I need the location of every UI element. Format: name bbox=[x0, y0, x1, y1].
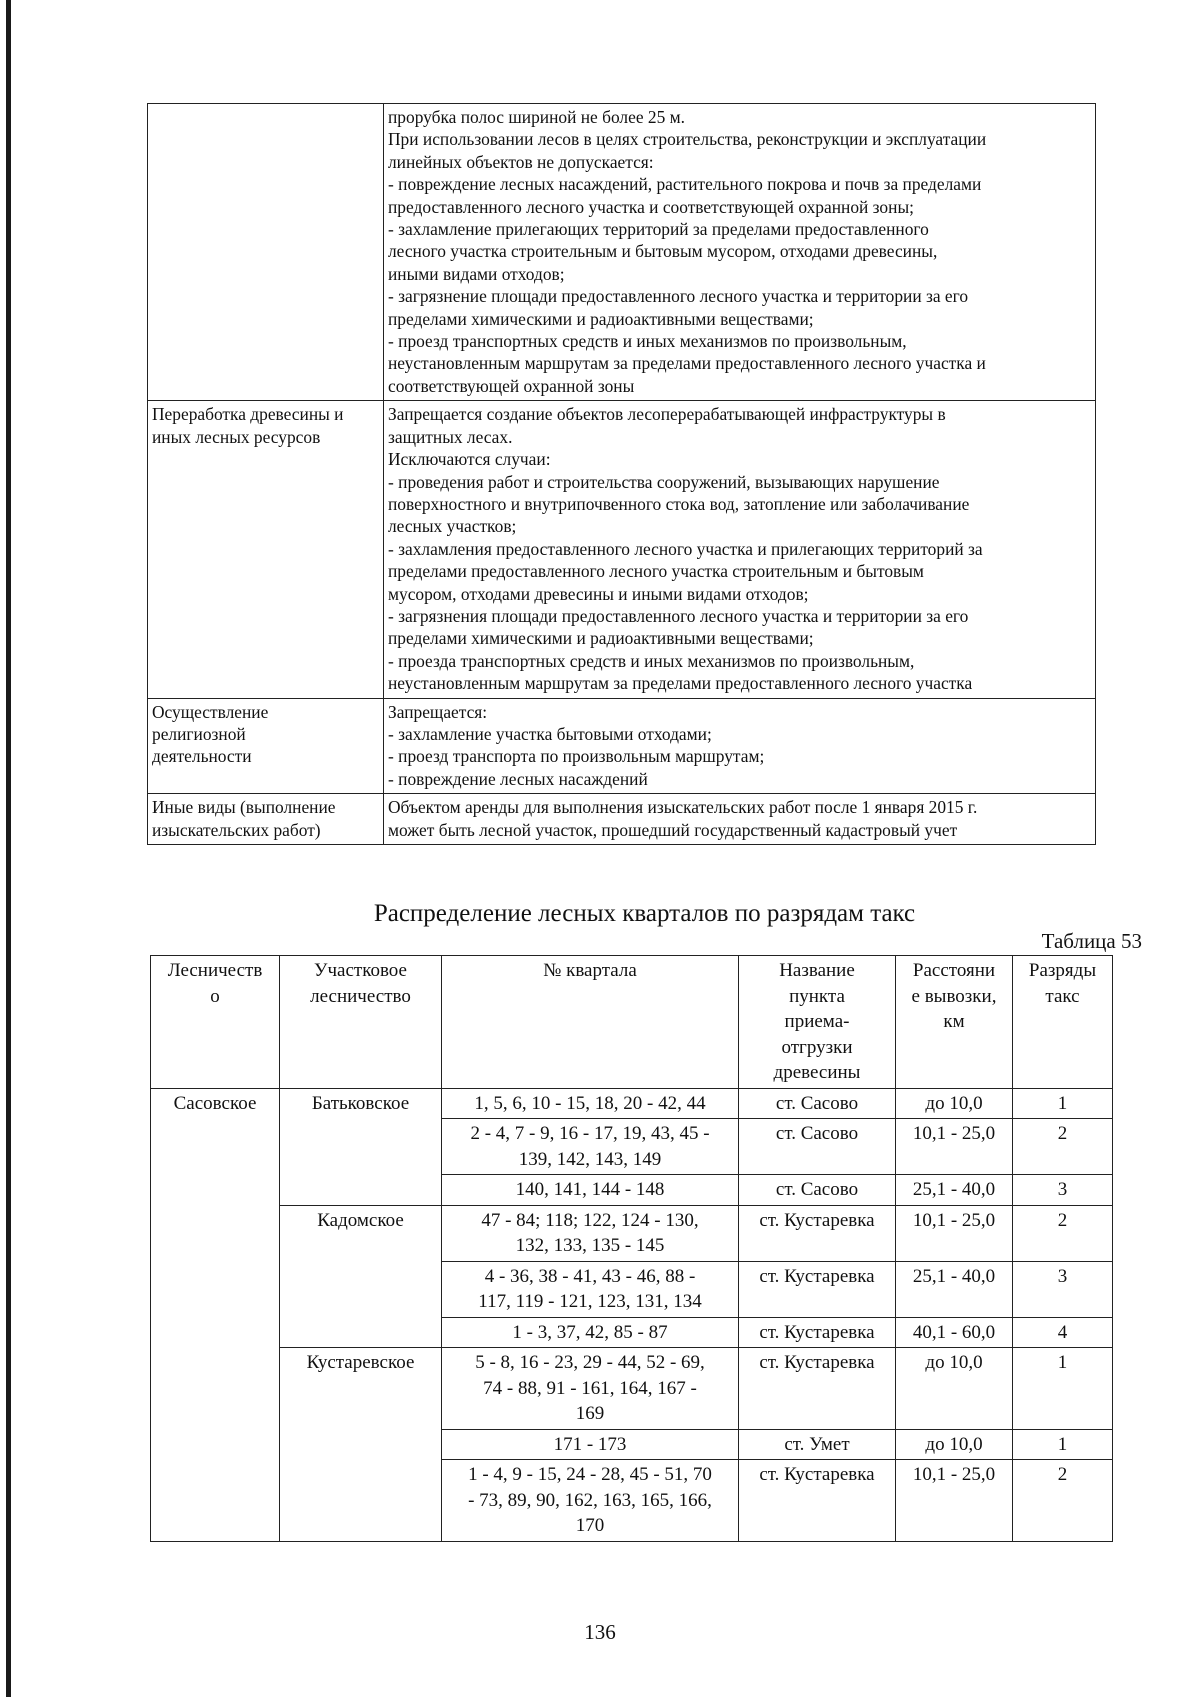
text-line: изыскательских работ) bbox=[152, 819, 321, 840]
table-row bbox=[151, 1088, 1113, 1119]
quarters-cell bbox=[442, 1429, 739, 1460]
restrictions-table bbox=[147, 103, 1096, 845]
column-header bbox=[739, 956, 896, 1089]
distance-cell: 10,1 - 25,0 bbox=[896, 1119, 1013, 1175]
tax-category-cell: 3 bbox=[1013, 1261, 1113, 1317]
activity-cell bbox=[148, 104, 384, 401]
text-line: Исключаются случаи: bbox=[388, 449, 551, 470]
text-line: - загрязнение площади предоставленного лесного участка и территории за его bbox=[388, 286, 969, 307]
text-line: 74 - 88, 91 - 161, 164, 167 - bbox=[483, 1377, 697, 1399]
text-line: мусором, отходами древесины и иными видами отходов; bbox=[388, 583, 809, 604]
text-line: линейных объектов не допускается: bbox=[388, 151, 654, 172]
shipping-point-cell: ст. Сасово bbox=[739, 1088, 896, 1119]
text-line: пункта bbox=[789, 985, 845, 1007]
district-cell: Кустаревское bbox=[280, 1348, 442, 1542]
shipping-point-cell: ст. Кустаревка bbox=[739, 1348, 896, 1430]
text-line: религиозной bbox=[152, 723, 246, 744]
rules-cell bbox=[384, 104, 1096, 401]
tax-category-cell: 2 bbox=[1013, 1119, 1113, 1175]
tax-category-cell: 2 bbox=[1013, 1205, 1113, 1261]
activity-cell bbox=[148, 698, 384, 794]
text-line: 47 - 84; 118; 122, 124 - 130, bbox=[481, 1209, 699, 1231]
text-line: приема- bbox=[784, 1011, 850, 1032]
text-line: пределами химическими и радиоактивными веществами; bbox=[388, 308, 814, 329]
tax-category-cell: 1 bbox=[1013, 1088, 1113, 1119]
quarters-cell bbox=[442, 1261, 739, 1317]
text-line: - проезда транспортных средств и иных механизмов по произвольным, bbox=[388, 650, 915, 671]
text-line: пределами химическими и радиоактивными веществами; bbox=[388, 628, 814, 649]
table-row bbox=[148, 104, 1096, 401]
district-cell: Кадомское bbox=[280, 1205, 442, 1348]
shipping-point-cell: ст. Умет bbox=[739, 1429, 896, 1460]
tax-category-cell: 3 bbox=[1013, 1175, 1113, 1206]
text-line: - захламление участка бытовыми отходами; bbox=[388, 723, 712, 744]
column-header bbox=[442, 956, 739, 1089]
text-line: 2 - 4, 7 - 9, 16 - 17, 19, 43, 45 - bbox=[470, 1123, 710, 1144]
scan-edge bbox=[6, 0, 11, 1697]
quarters-cell bbox=[442, 1317, 739, 1348]
text-line: 139, 142, 143, 149 bbox=[518, 1148, 662, 1170]
table-row bbox=[148, 401, 1096, 698]
table-row bbox=[148, 698, 1096, 794]
text-line: - проезд транспортных средств и иных механизмов по произвольным, bbox=[388, 331, 907, 352]
table-title: Распределение лесных кварталов по разрядам такс bbox=[373, 900, 916, 927]
forestry-cell: Сасовское bbox=[151, 1088, 280, 1541]
quarters-cell bbox=[442, 1460, 739, 1542]
tax-category-cell: 1 bbox=[1013, 1429, 1113, 1460]
text-line: поверхностного и внутрипочвенного стока вод, затопление или заболачивание bbox=[388, 493, 970, 514]
activity-cell bbox=[148, 794, 384, 845]
distance-cell: 25,1 - 40,0 bbox=[896, 1175, 1013, 1206]
quarters-cell bbox=[442, 1175, 739, 1206]
text-line: № квартала bbox=[543, 960, 637, 981]
distance-cell: до 10,0 bbox=[896, 1429, 1013, 1460]
shipping-point-cell: ст. Сасово bbox=[739, 1175, 896, 1206]
text-line: такс bbox=[1045, 985, 1080, 1007]
text-line: 5 - 8, 16 - 23, 29 - 44, 52 - 69, bbox=[475, 1352, 705, 1373]
text-line: Разряды bbox=[1028, 960, 1097, 981]
text-line: Лесничеств bbox=[167, 960, 263, 981]
text-line: неустановленным маршрутам за пределами предоставленного лесного участка и bbox=[388, 353, 986, 374]
district-cell: Батьковское bbox=[280, 1088, 442, 1205]
text-line: - загрязнения площади предоставленного лесного участка и территории за его bbox=[388, 605, 969, 626]
distance-cell: 40,1 - 60,0 bbox=[896, 1317, 1013, 1348]
shipping-point-cell: ст. Кустаревка bbox=[739, 1205, 896, 1261]
text-line: деятельности bbox=[152, 746, 252, 767]
column-header bbox=[280, 956, 442, 1089]
activity-cell bbox=[148, 401, 384, 698]
text-line: При использовании лесов в целях строительства, реконструкции и эксплуатации bbox=[388, 129, 987, 150]
text-line: Расстояни bbox=[912, 960, 996, 981]
shipping-point-cell: ст. Кустаревка bbox=[739, 1317, 896, 1348]
text-line: 1 - 4, 9 - 15, 24 - 28, 45 - 51, 70 bbox=[468, 1464, 712, 1485]
shipping-point-cell: ст. Сасово bbox=[739, 1119, 896, 1175]
column-header bbox=[1013, 956, 1113, 1089]
text-line: 169 bbox=[575, 1403, 605, 1424]
text-line: - захламления предоставленного лесного участка и прилегающих территорий за bbox=[388, 538, 983, 559]
tax-category-cell: 1 bbox=[1013, 1348, 1113, 1430]
text-line: км bbox=[943, 1011, 965, 1032]
rules-cell bbox=[384, 401, 1096, 698]
text-line: отгрузки bbox=[781, 1036, 853, 1058]
text-line: Переработка древесины и bbox=[152, 404, 344, 425]
text-line: 117, 119 - 121, 123, 131, 134 bbox=[478, 1291, 702, 1312]
text-line: 4 - 36, 38 - 41, 43 - 46, 88 - bbox=[484, 1265, 696, 1287]
shipping-point-cell: ст. Кустаревка bbox=[739, 1261, 896, 1317]
text-line: лесничество bbox=[310, 985, 411, 1007]
distance-cell: до 10,0 bbox=[896, 1088, 1013, 1119]
text-line: 140, 141, 144 - 148 bbox=[515, 1179, 665, 1200]
text-line: иными видами отходов; bbox=[388, 263, 565, 284]
text-line: Запрещается: bbox=[388, 701, 488, 722]
text-line: 1 - 3, 37, 42, 85 - 87 bbox=[512, 1321, 668, 1343]
rules-cell bbox=[384, 698, 1096, 794]
text-line: прорубка полос шириной не более 25 м. bbox=[388, 107, 685, 127]
text-line: Название bbox=[779, 960, 855, 981]
text-line: защитных лесах. bbox=[388, 426, 513, 447]
tax-category-table bbox=[150, 955, 1113, 1542]
text-line: 132, 133, 135 - 145 bbox=[515, 1235, 665, 1256]
quarters-cell bbox=[442, 1088, 739, 1119]
table-header-row bbox=[151, 956, 1113, 1089]
column-header bbox=[151, 956, 280, 1089]
distance-cell: 25,1 - 40,0 bbox=[896, 1261, 1013, 1317]
text-line: 171 - 173 bbox=[553, 1433, 627, 1455]
tax-category-cell: 4 bbox=[1013, 1317, 1113, 1348]
text-line: предоставленного лесного участка и соответствующей охранной зоны; bbox=[388, 196, 914, 217]
table-row bbox=[148, 794, 1096, 845]
text-line: 1, 5, 6, 10 - 15, 18, 20 - 42, 44 bbox=[474, 1092, 706, 1114]
text-line: лесных участков; bbox=[388, 516, 517, 537]
distance-cell: 10,1 - 25,0 bbox=[896, 1460, 1013, 1542]
text-line: - проведения работ и строительства сооружений, вызывающих нарушение bbox=[388, 471, 940, 492]
text-line: пределами предоставленного лесного участка строительным и бытовым bbox=[388, 561, 924, 582]
page-number: 136 bbox=[584, 1620, 616, 1644]
quarters-cell bbox=[442, 1205, 739, 1261]
text-line: - повреждение лесных насаждений, растительного покрова и почв за пределами bbox=[388, 174, 982, 195]
shipping-point-cell: ст. Кустаревка bbox=[739, 1460, 896, 1542]
text-line: Запрещается создание объектов лесоперерабатывающей инфраструктуры в bbox=[388, 404, 946, 425]
text-line: е вывозки, bbox=[911, 985, 997, 1007]
text-line: - 73, 89, 90, 162, 163, 165, 166, bbox=[468, 1489, 712, 1511]
text-line: неустановленным маршрутам за пределами предоставленного лесного участка bbox=[388, 673, 973, 694]
text-line: - захламление прилегающих территорий за пределами предоставленного bbox=[388, 219, 929, 240]
column-header bbox=[896, 956, 1013, 1089]
distance-cell: 10,1 - 25,0 bbox=[896, 1205, 1013, 1261]
text-line: иных лесных ресурсов bbox=[152, 426, 321, 447]
text-line: Иные виды (выполнение bbox=[152, 797, 336, 818]
text-line: - повреждение лесных насаждений bbox=[388, 768, 648, 789]
table-row bbox=[151, 1348, 1113, 1430]
text-line: Осуществление bbox=[152, 701, 269, 722]
table-number: Таблица 53 bbox=[1041, 929, 1142, 953]
text-line: о bbox=[210, 985, 220, 1007]
text-line: лесного участка строительным и бытовым мусором, отходами древесины, bbox=[388, 241, 938, 262]
quarters-cell bbox=[442, 1119, 739, 1175]
rules-cell bbox=[384, 794, 1096, 845]
text-line: Объектом аренды для выполнения изыскательских работ после 1 января 2015 г. bbox=[388, 797, 978, 818]
text-line: древесины bbox=[773, 1062, 861, 1083]
text-line: соответствующей охранной зоны bbox=[388, 375, 635, 396]
distance-cell: до 10,0 bbox=[896, 1348, 1013, 1430]
tax-category-cell: 2 bbox=[1013, 1460, 1113, 1542]
quarters-cell bbox=[442, 1348, 739, 1430]
table-row bbox=[151, 1205, 1113, 1261]
text-line: - проезд транспорта по произвольным маршрутам; bbox=[388, 746, 765, 767]
text-line: 170 bbox=[575, 1515, 605, 1536]
text-line: может быть лесной участок, прошедший государственный кадастровый учет bbox=[388, 819, 958, 840]
text-line: Участковое bbox=[314, 960, 407, 981]
